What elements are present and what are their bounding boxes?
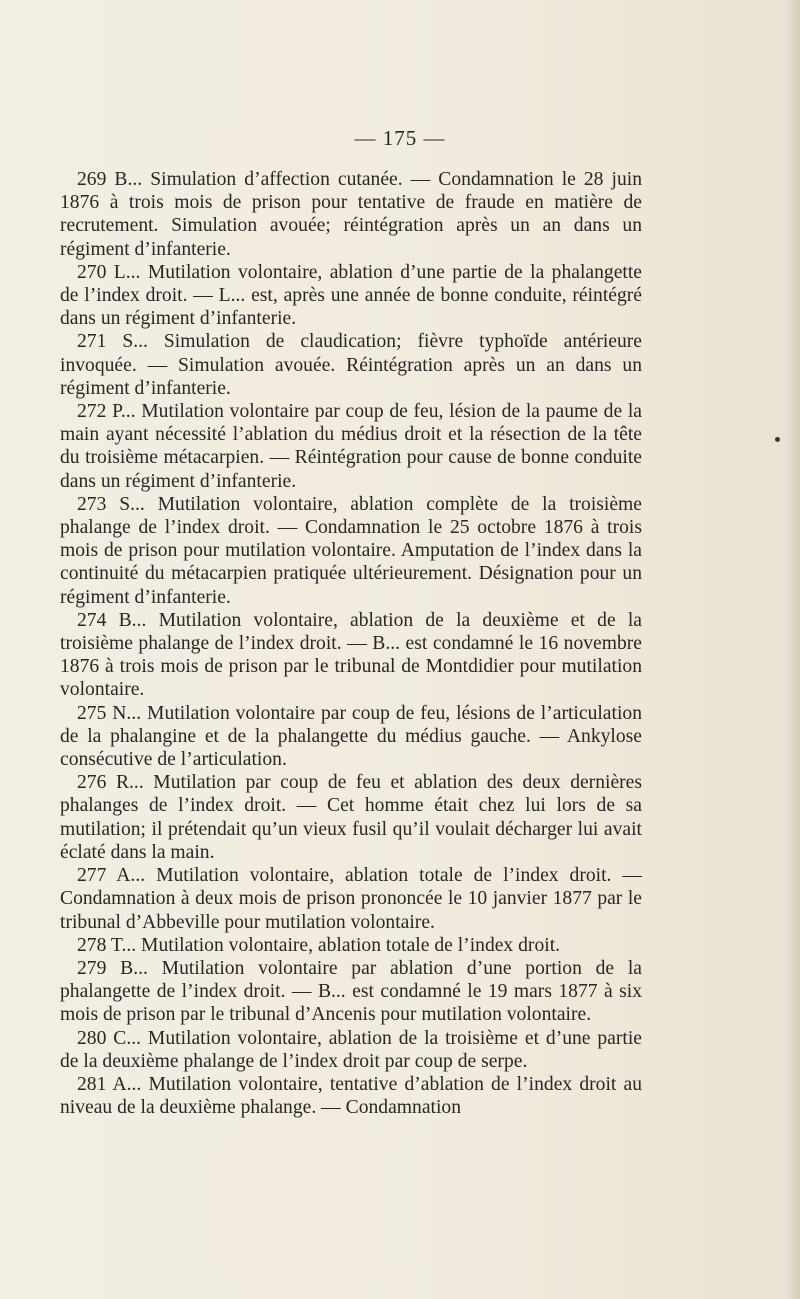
entry-275: 275 N... Mutilation volontaire par coup de feu, lésions de l’articulation de la phalangine et de la phalangette du médius gauche. — Ankylose consécutive de l’articulation. <box>60 702 642 771</box>
entry-269: 269 B... Simulation d’affection cutanée. — Condamnation le 28 juin 1876 à trois mois de prison pour tentative de fraude en matière de recrutement. Simulation avouée; réintégration après un an dans un régiment d’infanterie. <box>60 169 642 260</box>
entry-278: 278 T... Mutilation volontaire, ablation totale de l’index droit. <box>77 934 561 956</box>
entry-274: 274 B... Mutilation volontaire, ablation de la deuxième et de la troisième phalange de l’index droit. — B... est condamné le 16 novembre 1876 à trois mois de prison par le tribunal de Montdidier pour mutilation volontaire. <box>60 609 642 701</box>
entry-276: 276 R... Mutilation par coup de feu et ablation des deux dernières phalanges de l’index droit. — Cet homme était chez lui lors de sa mutilation; il prétendait qu’un vieux fusil qu’il voulait décharger lui avait éclaté dans la main. <box>60 772 642 863</box>
entry-277: 277 A... Mutilation volontaire, ablation totale de l’index droit. — Condamnation à deux mois de prison prononcée le 10 janvier 1877 par le tribunal d’Abbeville pour mutilation volontaire. <box>60 865 642 933</box>
entry-272: 272 P... Mutilation volontaire par coup de feu, lésion de la paume de la main ayant nécessité l’ablation du médius droit et la résection de la tête du troisième métacarpien. — Réintégration pour cause de bonne conduite dans un régiment d’infanterie. <box>60 401 642 492</box>
page-number: — 175 — <box>354 126 446 150</box>
entry-271: 271 S... Simulation de claudication; fièvre typhoïde antérieure invoquée. — Simulation avouée. Réintégration après un an dans un régiment d’infanterie. <box>60 331 642 399</box>
entry-281: 281 A... Mutilation volontaire, tentative d’ablation de l’index droit au niveau de la deuxième phalange. — Condamnation <box>60 1073 642 1119</box>
entry-279: 279 B... Mutilation volontaire par ablation d’une portion de la phalangette de l’index droit. — B... est condamné le 19 mars 1877 à six mois de prison par le tribunal d’Ancenis pour mutilation volontaire. <box>60 957 642 1026</box>
entry-273: 273 S... Mutilation volontaire, ablation complète de la troisième phalange de l’index droit. — Condamnation le 25 octobre 1876 à trois mois de prison pour mutilation volontaire. Amputation de l’index dans la continuité du métacarpien pratiquée ultérieurement. Désignation pour un régiment d’infanterie. <box>60 493 642 608</box>
ink-speck <box>775 437 780 442</box>
text-body <box>60 168 642 1119</box>
entry-280: 280 C... Mutilation volontaire, ablation de la troisième et d’une partie de la deuxième phalange de l’index droit par coup de serpe. <box>60 1027 642 1072</box>
entry-270: 270 L... Mutilation volontaire, ablation d’une partie de la phalangette de l’index droit. — L... est, après une année de bonne conduite, réintégré dans un régiment d’infanterie. <box>60 261 642 330</box>
page-edge-shadow <box>786 0 800 1299</box>
